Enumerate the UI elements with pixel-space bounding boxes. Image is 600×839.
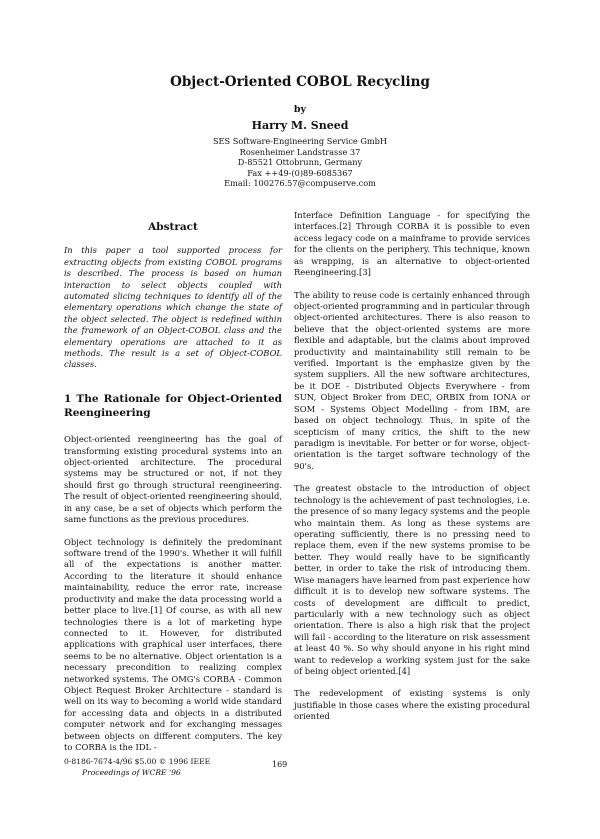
section-heading-word: The xyxy=(76,392,99,405)
abstract-heading: Abstract xyxy=(148,221,198,233)
abstract-text: In this paper a tool supported process for extracting objects from existing COBOL programs is described. The process is based on human interaction to select objects coupled with automated slicing techniques to identify all of the elementary operations which change the state of the object selected. The object is redefined within the framework of an Object-COBOL class and the elementary operations are attached to it as methods. The result is a set of Object-COBOL classes. xyxy=(64,245,282,370)
section-heading xyxy=(64,393,282,420)
affiliation-line: Email: 100276.57@compuserve.com xyxy=(224,178,376,188)
affiliation-line: SES Software-Engineering Service GmbH xyxy=(212,136,388,146)
body-paragraph: The greatest obstacle to the introduction of object technology is the achievement of past technologies, i.e. the presence of so many legacy systems and the people who maintain them. As long as these systems are operating sufficiently, there is no pressing need to replace them, even if the new systems promise to be better. They would really have to be significantly better, in order to take the risk of introducing them. Wise managers have learned from past experience how difficult it is to develop new software systems. The costs of development are difficult to predict, particularly with a new technology such as object orientation. There is also a high risk that the project will fail - according to the literature on risk assessment at least 40 %. So why should anyone in his right mind want to redevelop a working system just for the sake of being object oriented.[4] xyxy=(294,483,530,677)
section-number: 1 xyxy=(64,392,72,405)
section-heading-line1 xyxy=(64,393,282,407)
body-paragraph: The redevelopment of existing systems is only justifiable in those cases where the existing procedural oriented xyxy=(294,688,530,722)
body-paragraph: Object technology is definitely the predominant software trend of the 1990's. Whether it will fulfill all of the expectations is another matter. According to the literature it should enhance maintainability, reduce the error rate, increase productivity and make the data processing world a better place to live.[1] Of course, as with all new technologies there is a lot of marketing hype connected to it. However, for distributed applications with graphical user interfaces, there seems to be no alternative. Object orientation is a necessary precondition to realizing complex networked systems. The OMG's CORBA - Common Object Request Broker Architecture - standard is well on its way to becoming a world wide standard for accessing data and objects in a distributed computer network and for exchanging messages between objects on different computers. The key to CORBA is the IDL - xyxy=(64,536,282,753)
footer-info xyxy=(64,757,210,778)
section-heading-word: Rationale xyxy=(103,392,161,405)
author-name: Harry M. Sneed xyxy=(251,119,349,132)
affiliation-block xyxy=(0,136,600,189)
affiliation-line: D-85521 Ottobrunn, Germany xyxy=(237,157,363,167)
section-heading-word: for xyxy=(165,392,183,405)
section-heading-line2: Reengineering xyxy=(64,406,151,419)
body-paragraph: Interface Definition Language - for specifying the interfaces.[2] Through CORBA it is possible to even access legacy code on a mainframe to provide services for the clients on the periphery. This technique, known as wrapping, is an alternative to object-oriented Reengineering.[3] xyxy=(294,210,530,278)
footer-isbn: 0-8186-7674-4/96 $5.00 © 1996 IEEE xyxy=(64,757,211,766)
page-number: 169 xyxy=(272,760,288,769)
body-paragraph: Object-oriented reengineering has the goal of transforming existing procedural systems into an object-oriented architecture. The procedural systems may be structured or not, if not they should first go through structural reengineering. The result of object-oriented reengineering should, in any case, be a set of objects which perform the same functions as the previous procedures. xyxy=(64,434,282,525)
byline: by xyxy=(293,104,307,115)
paper-title: Object-Oriented COBOL Recycling xyxy=(170,74,430,90)
affiliation-line: Fax ++49-(0)89-6085367 xyxy=(247,167,353,178)
affiliation-line: Rosenheimer Landstrasse 37 xyxy=(239,146,361,157)
body-paragraph: The ability to reuse code is certainly enhanced through object-oriented programming and in particular through object-oriented architectures. There is also reason to believe that the object-oriented systems are more flexible and adaptable, but the claims about improved productivity and maintainability still remain to be verified. Important is the emphasize given by the system suppliers. All the new software architectures, be it DOE - Distributed Objects Everywhere - from SUN, Object Broker from DEC, ORBIX from IONA or SOM - Systems Object Modelling - from IBM, are based on object technology. Thus, in spite of the scepticism of many critics, the shift to the new paradigm is inevitable. For better or for worse, object-orientation is the target software technology of the 90's. xyxy=(294,289,530,471)
section-heading-word: Object-Oriented xyxy=(187,392,282,405)
left-column xyxy=(64,210,282,765)
footer-conference: Proceedings of WCRE '96 xyxy=(82,767,181,777)
right-column xyxy=(294,210,530,734)
